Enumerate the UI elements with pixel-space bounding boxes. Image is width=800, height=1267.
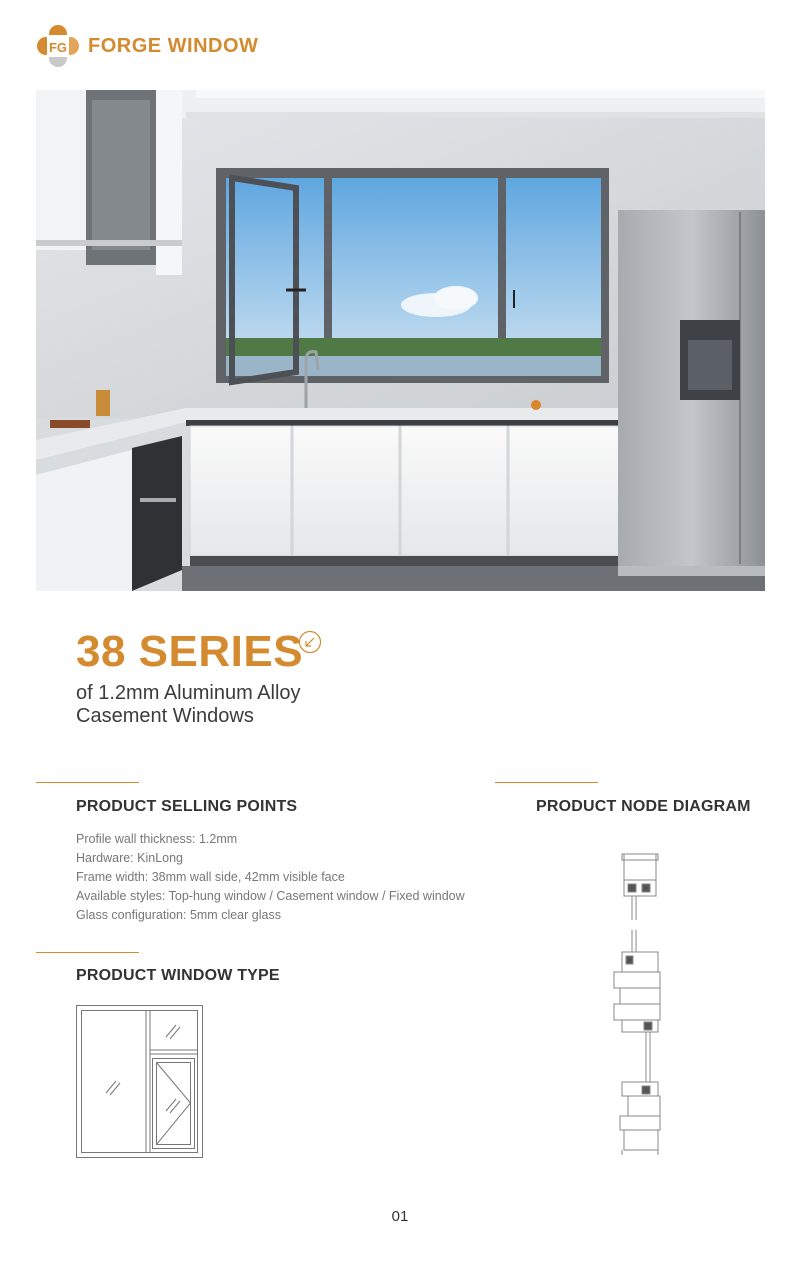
section-divider	[36, 782, 139, 783]
list-item: Profile wall thickness: 1.2mm	[76, 832, 238, 846]
node-cross-section-diagram	[612, 852, 668, 1157]
selling-points-heading: PRODUCT SELLING POINTS	[76, 798, 298, 815]
arrow-down-left-icon	[298, 630, 322, 654]
window-type-heading: PRODUCT WINDOW TYPE	[76, 967, 280, 984]
selling-points-list	[76, 830, 465, 925]
forge-window-logo-icon	[36, 24, 80, 68]
section-divider	[495, 782, 598, 783]
kitchen-scene-illustration	[36, 90, 765, 591]
list-item: Glass configuration: 5mm clear glass	[76, 908, 281, 922]
node-diagram-heading: PRODUCT NODE DIAGRAM	[536, 798, 751, 815]
svg-text:FG: FG	[48, 40, 68, 55]
series-title: 38 SERIES	[76, 627, 304, 676]
series-subtitle-line1: of 1.2mm Aluminum Alloy	[76, 682, 301, 705]
list-item: Frame width: 38mm wall side, 42mm visible face	[76, 870, 345, 884]
page-number: 01	[391, 1208, 409, 1225]
hero-image	[36, 90, 765, 591]
brand-logo	[36, 24, 258, 68]
series-subtitle-line2: Casement Windows	[76, 705, 254, 728]
list-item: Hardware: KinLong	[76, 851, 184, 865]
section-divider	[36, 952, 139, 953]
brand-name: FORGE WINDOW	[88, 34, 259, 57]
product-title-block	[76, 628, 303, 728]
list-item: Available styles: Top-hung window / Casement window / Fixed window	[76, 889, 465, 903]
window-type-diagram	[76, 1005, 203, 1158]
